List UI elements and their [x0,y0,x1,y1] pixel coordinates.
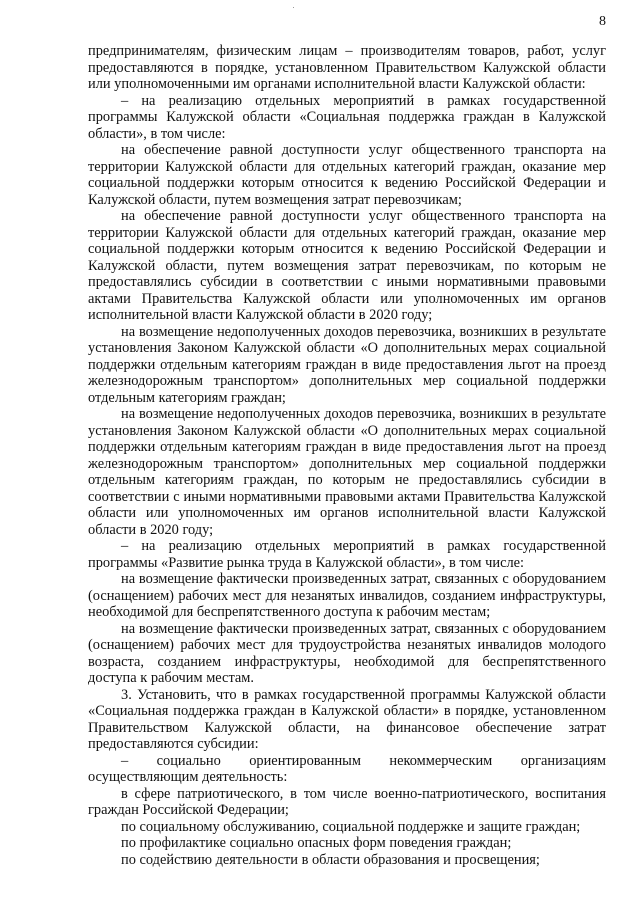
paragraph: на возмещение недополученных доходов перевозчика, возникших в результате установления Законом Калужской области «О дополнительных мерах социальной поддержки отдельным категориям граждан в виде предоставления льгот на проезд железнодорожным транспортом» дополнительных мер социальной поддержки отдельным категориям граждан; [88,323,606,406]
paragraph: – социально ориентированным некоммерческим организациям осуществляющим деятельность: [88,752,606,785]
paragraph: на возмещение недополученных доходов перевозчика, возникших в результате установления Законом Калужской области «О дополнительных мерах социальной поддержки отдельным категориям граждан в виде предоставления льгот на проезд железнодорожным транспортом» дополнительных мер социальной поддержки отдельным категориям граждан, по которым не предоставлялись субсидии в соответствии с иными нормативными правовыми актами Правительства Калужской области или уполномоченных им органов исполнительной власти Калужской области в 2020 году; [88,406,606,538]
document-body [88,43,606,868]
paragraph: 3. Установить, что в рамках государственной программы Калужской области «Социальная поддержка граждан в Калужской области» в порядке, установленном Правительством Калужской области, на финансовое обеспечение затрат предоставляются субсидии: [88,686,606,752]
paragraph: по профилактике социально опасных форм поведения граждан; [121,835,512,851]
paragraph: на обеспечение равной доступности услуг общественного транспорта на территории Калужской области для отдельных категорий граждан, оказание мер социальной поддержки которым относится к ведению Российской Федерации и Калужской области, путем возмещения затрат перевозчикам, по которым не предоставлялись субсидии в соответствии с иными нормативными правовыми актами Правительства Калужской области или уполномоченных им органов исполнительной власти Калужской области в 2020 году; [88,208,606,323]
paragraph: по содействию деятельности в области образования и просвещения; [121,851,540,868]
paragraph: по социальному обслуживанию, социальной поддержке и защите граждан; [121,818,581,835]
paragraph: на обеспечение равной доступности услуг общественного транспорта на территории Калужской области для отдельных категорий граждан, оказание мер социальной поддержки которым относится к ведению Российской Федерации и Калужской области, путем возмещения затрат перевозчикам; [88,142,606,208]
scan-speck [293,7,294,8]
paragraph: – на реализацию отдельных мероприятий в рамках государственной программы «Развитие рынка труда в Калужской области», в том числе: [88,538,606,571]
paragraph: в сфере патриотического, в том числе военно-патриотического, воспитания граждан Российской Федерации; [88,785,606,818]
paragraph: предпринимателям, физическим лицам – производителям товаров, работ, услуг предоставляются в порядке, установленном Правительством Калужской области или уполномоченными им органами исполнительной власти Калужской области: [88,43,606,92]
page-number: 8 [599,14,606,29]
paragraph: на возмещение фактически произведенных затрат, связанных с оборудованием (оснащением) рабочих мест для незанятых инвалидов, созданием инфраструктуры, необходимой для беспрепятственного доступа к рабочим местам; [88,571,606,620]
paragraph: на возмещение фактически произведенных затрат, связанных с оборудованием (оснащением) рабочих мест для трудоустройства незанятых инвалидов молодого возраста, созданием инфраструктуры, необходимой для беспрепятственного доступа к рабочим местам. [88,620,606,686]
paragraph: – на реализацию отдельных мероприятий в рамках государственной программы Калужской области «Социальная поддержка граждан в Калужской области», в том числе: [88,92,606,142]
